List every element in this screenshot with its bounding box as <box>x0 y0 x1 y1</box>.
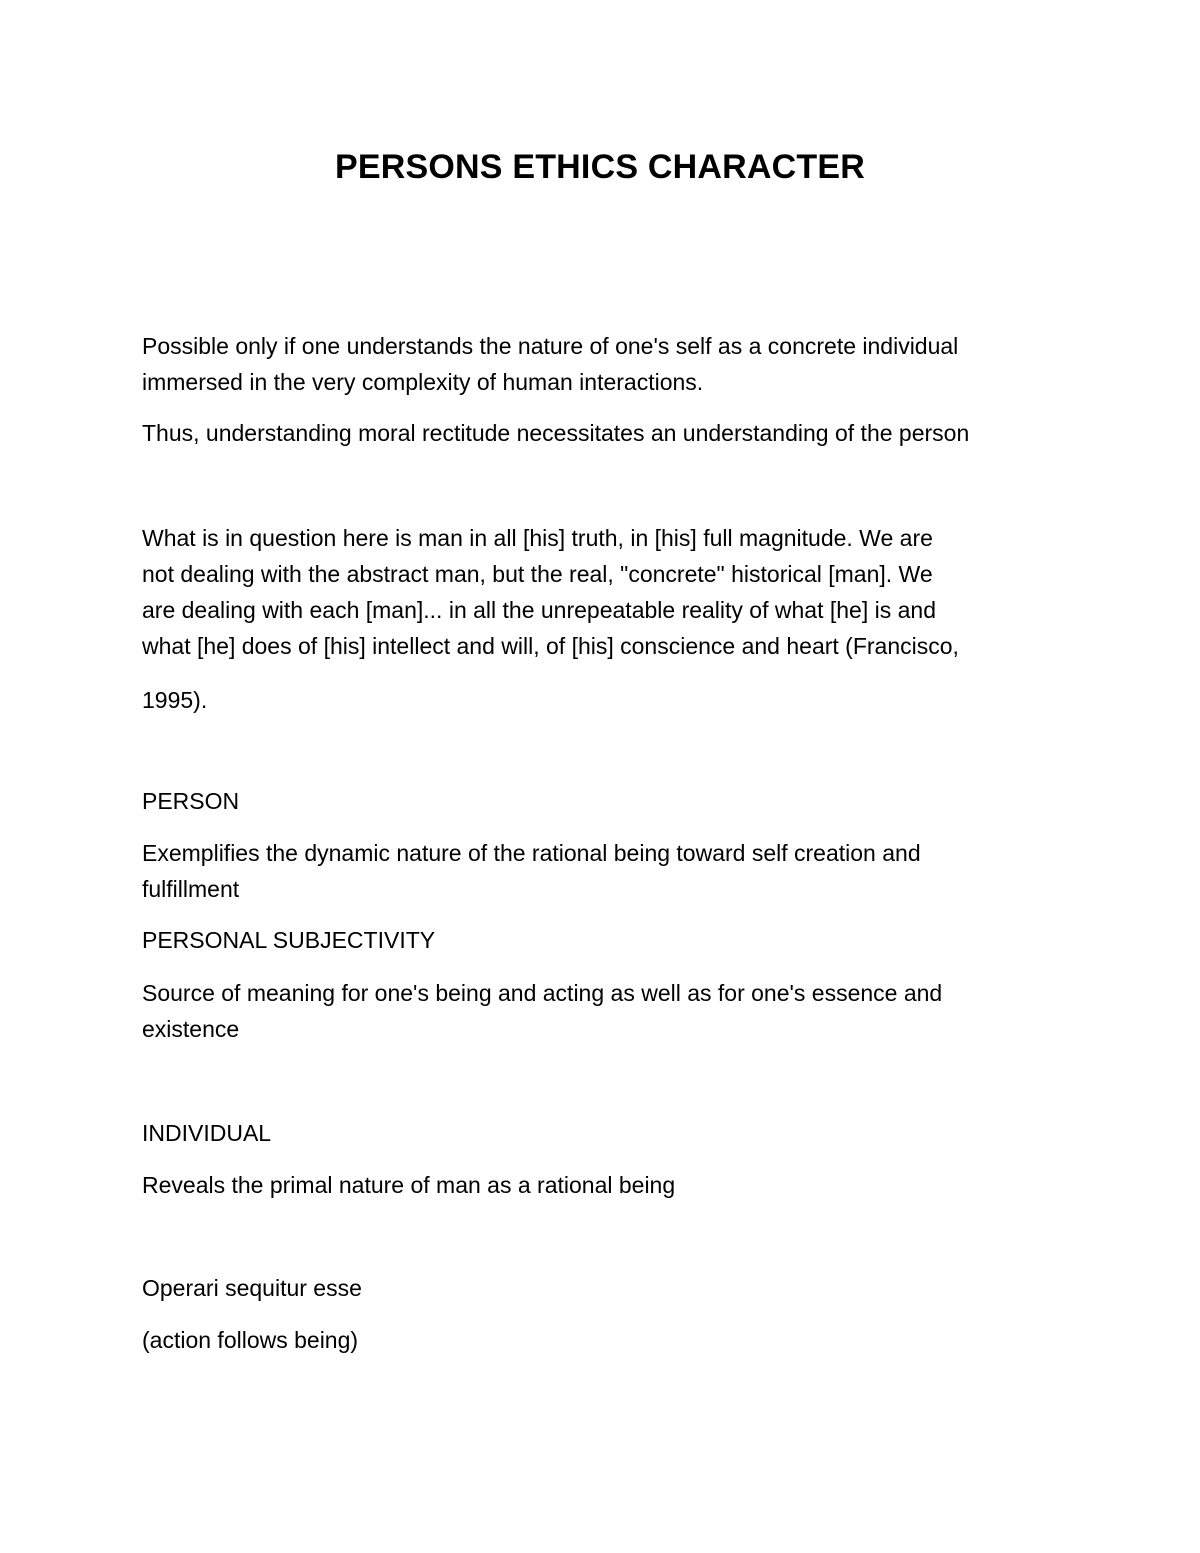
thus-paragraph: Thus, understanding moral rectitude necessitates an understanding of the person <box>142 420 970 446</box>
person-line-2: fulfillment <box>142 876 240 902</box>
individual-line-1: Reveals the primal nature of man as a rational being <box>142 1172 676 1198</box>
personal-subjectivity-line-1: Source of meaning for one's being and acting as well as for one's essence and <box>142 980 943 1006</box>
personal-subjectivity-line-2: existence <box>142 1016 240 1042</box>
quote-line-4: what [he] does of [his] intellect and will, of [his] conscience and heart (Francisco, <box>142 633 959 659</box>
maxim-translation: (action follows being) <box>142 1327 359 1353</box>
quote-line-2: not dealing with the abstract man, but the real, "concrete" historical [man]. We <box>142 561 933 587</box>
person-heading: PERSON <box>142 788 240 814</box>
maxim-latin: Operari sequitur esse <box>142 1275 362 1301</box>
quote-line-5: 1995). <box>142 687 208 713</box>
quote-line-3: are dealing with each [man]... in all the unrepeatable reality of what [he] is and <box>142 597 936 623</box>
personal-subjectivity-heading: PERSONAL SUBJECTIVITY <box>142 927 436 953</box>
individual-heading: INDIVIDUAL <box>142 1120 272 1146</box>
intro-line-2: immersed in the very complexity of human interactions. <box>142 369 704 395</box>
person-line-1: Exemplifies the dynamic nature of the rational being toward self creation and <box>142 840 921 866</box>
quote-line-1: What is in question here is man in all [his] truth, in [his] full magnitude. We are <box>142 525 933 551</box>
document-title: PERSONS ETHICS CHARACTER <box>335 148 865 186</box>
intro-line-1: Possible only if one understands the nature of one's self as a concrete individual <box>142 333 959 359</box>
